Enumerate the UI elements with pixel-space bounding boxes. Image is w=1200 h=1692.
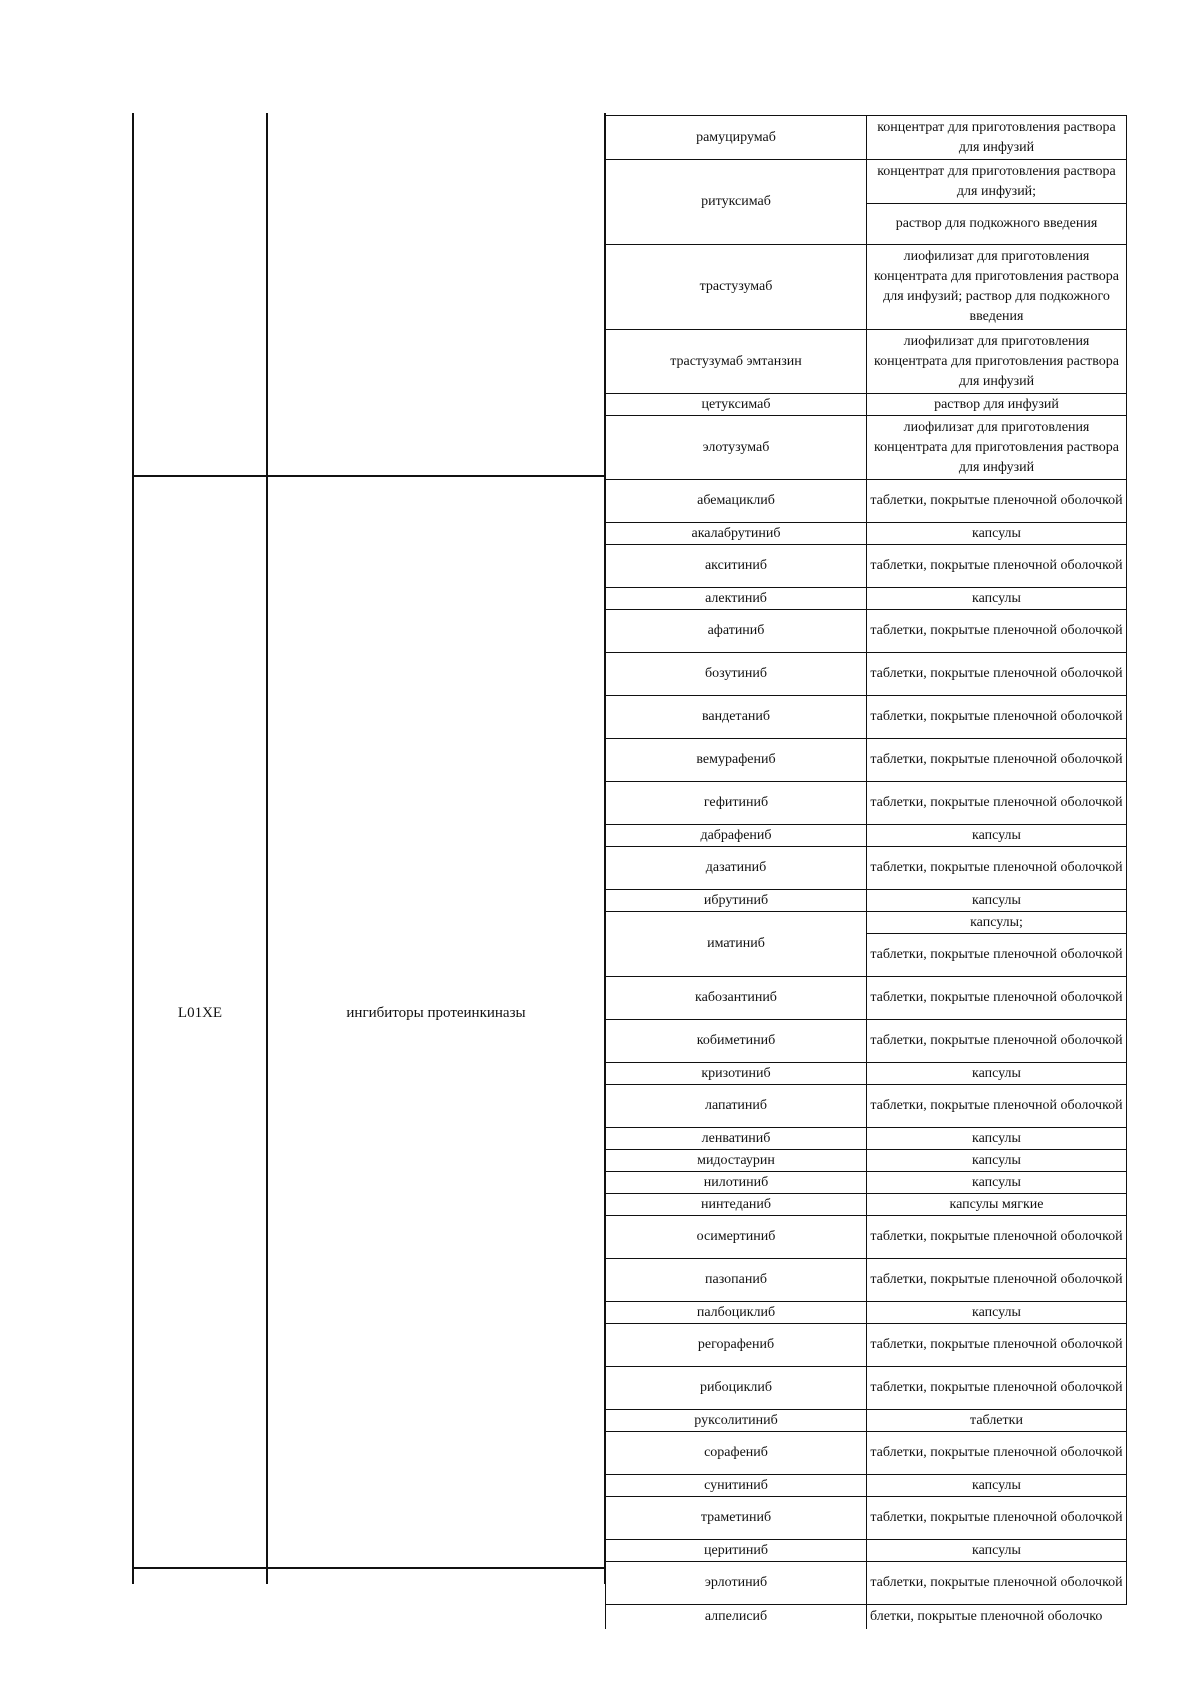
dosage-form-cell: таблетки, покрытые пленочной оболочкой — [867, 480, 1127, 523]
table-row — [606, 116, 1127, 160]
drug-name-cell: бозутиниб — [606, 653, 867, 696]
table-row — [606, 739, 1127, 782]
table-row — [606, 1432, 1127, 1475]
drug-name-cell: трастузумаб — [606, 245, 867, 330]
dosage-form-cell: капсулы — [867, 1172, 1127, 1194]
dosage-form-cell: капсулы — [867, 1063, 1127, 1085]
drug-name-cell: церитиниб — [606, 1540, 867, 1562]
dosage-form-cell: таблетки, покрытые пленочной оболочкой — [867, 1324, 1127, 1367]
drug-name-cell: трастузумаб эмтанзин — [606, 330, 867, 394]
drug-name-cell: рамуцирумаб — [606, 116, 867, 160]
dosage-form-cell: таблетки, покрытые пленочной оболочкой — [867, 653, 1127, 696]
drug-name-cell: иматиниб — [606, 912, 867, 977]
drug-name-cell: кризотиниб — [606, 1063, 867, 1085]
table-row — [606, 523, 1127, 545]
drug-name-cell: регорафениб — [606, 1324, 867, 1367]
drug-name-cell: мидостаурин — [606, 1150, 867, 1172]
drug-name-cell: ибрутиниб — [606, 890, 867, 912]
table-row — [606, 977, 1127, 1020]
dosage-form-cell: таблетки, покрытые пленочной оболочкой — [867, 1020, 1127, 1063]
drug-name-cell: акситиниб — [606, 545, 867, 588]
dosage-form-cell: капсулы — [867, 825, 1127, 847]
table-row — [606, 696, 1127, 739]
drug-name-cell: ленватиниб — [606, 1128, 867, 1150]
drug-name-cell: нинтеданиб — [606, 1194, 867, 1216]
drug-name-cell: траметиниб — [606, 1497, 867, 1540]
dosage-form-cell: капсулы — [867, 1540, 1127, 1562]
dosage-form-cell: таблетки, покрытые пленочной оболочкой — [867, 1367, 1127, 1410]
table-row — [606, 653, 1127, 696]
dosage-form-cell: таблетки, покрытые пленочной оболочкой — [867, 1432, 1127, 1475]
dosage-form-cell: лиофилизат для приготовления концентрата для приготовления раствора для инфузий — [867, 330, 1127, 394]
table-row — [606, 782, 1127, 825]
table-row — [606, 160, 1127, 204]
table-row — [606, 1216, 1127, 1259]
table-row — [606, 1302, 1127, 1324]
table-row — [606, 1150, 1127, 1172]
table-row — [606, 1562, 1127, 1605]
drug-name-cell: вандетаниб — [606, 696, 867, 739]
drug-name-cell: сорафениб — [606, 1432, 867, 1475]
section-top-border — [132, 475, 606, 477]
table-row — [606, 1324, 1127, 1367]
dosage-form-cell: таблетки, покрытые пленочной оболочкой — [867, 610, 1127, 653]
drug-name-cell: ритуксимаб — [606, 160, 867, 245]
dosage-form-cell: блетки, покрытые пленочной оболочко — [867, 1605, 1127, 1630]
drug-name-cell: лапатиниб — [606, 1085, 867, 1128]
table-row — [606, 1085, 1127, 1128]
dosage-form-cell: концентрат для приготовления раствора для инфузий; — [867, 160, 1127, 204]
dosage-form-cell: таблетки, покрытые пленочной оболочкой — [867, 1216, 1127, 1259]
drug-name-cell: цетуксимаб — [606, 394, 867, 416]
table-row — [606, 890, 1127, 912]
drug-name-cell: осимертиниб — [606, 1216, 867, 1259]
table-row — [606, 1172, 1127, 1194]
table-row — [606, 825, 1127, 847]
table-row — [606, 1475, 1127, 1497]
table-row — [606, 1020, 1127, 1063]
drug-name-cell: дазатиниб — [606, 847, 867, 890]
table-row — [606, 330, 1127, 394]
drug-name-cell: палбоциклиб — [606, 1302, 867, 1324]
section-bottom-border — [132, 1567, 606, 1569]
dosage-form-cell: капсулы; — [867, 912, 1127, 934]
dosage-form-cell: таблетки, покрытые пленочной оболочкой — [867, 782, 1127, 825]
drug-name-cell: кабозантиниб — [606, 977, 867, 1020]
dosage-form-cell: раствор для инфузий — [867, 394, 1127, 416]
drug-name-cell: элотузумаб — [606, 416, 867, 480]
drug-name-cell: алпелисиб — [606, 1605, 867, 1630]
dosage-form-cell: капсулы — [867, 1475, 1127, 1497]
dosage-form-cell: таблетки, покрытые пленочной оболочкой — [867, 934, 1127, 977]
dosage-form-cell: таблетки, покрытые пленочной оболочкой — [867, 1562, 1127, 1605]
drug-name-cell: алектиниб — [606, 588, 867, 610]
dosage-form-cell: таблетки, покрытые пленочной оболочкой — [867, 977, 1127, 1020]
dosage-form-cell: лиофилизат для приготовления концентрата для приготовления раствора для инфузий; раствор для подкожного введения — [867, 245, 1127, 330]
drug-name-cell: акалабрутиниб — [606, 523, 867, 545]
dosage-form-cell: таблетки, покрытые пленочной оболочкой — [867, 1259, 1127, 1302]
table-row — [606, 1367, 1127, 1410]
table-row — [606, 588, 1127, 610]
table-row — [606, 1259, 1127, 1302]
table-row — [606, 1194, 1127, 1216]
drug-table — [605, 115, 1127, 1629]
atc-code: L01XE — [177, 1005, 223, 1021]
table-row — [606, 847, 1127, 890]
code-divider — [266, 113, 268, 1584]
drug-name-cell: сунитиниб — [606, 1475, 867, 1497]
dosage-form-cell: капсулы — [867, 588, 1127, 610]
table-row — [606, 1497, 1127, 1540]
dosage-form-cell: таблетки, покрытые пленочной оболочкой — [867, 739, 1127, 782]
table-row — [606, 1128, 1127, 1150]
dosage-form-cell: таблетки — [867, 1410, 1127, 1432]
dosage-form-cell: таблетки, покрытые пленочной оболочкой — [867, 1497, 1127, 1540]
table-row — [606, 912, 1127, 934]
dosage-form-cell: таблетки, покрытые пленочной оболочкой — [867, 545, 1127, 588]
dosage-form-cell: капсулы — [867, 1302, 1127, 1324]
dosage-form-cell: таблетки, покрытые пленочной оболочкой — [867, 1085, 1127, 1128]
atc-group-name: ингибиторы протеинкиназы — [346, 1005, 526, 1021]
drug-name-cell: вемурафениб — [606, 739, 867, 782]
table-row — [606, 1605, 1127, 1630]
drug-name-cell: рибоциклиб — [606, 1367, 867, 1410]
drug-name-cell: эрлотиниб — [606, 1562, 867, 1605]
drug-name-cell: пазопаниб — [606, 1259, 867, 1302]
dosage-form-cell: капсулы — [867, 523, 1127, 545]
drug-name-cell: афатиниб — [606, 610, 867, 653]
table-row — [606, 480, 1127, 523]
dosage-form-cell: таблетки, покрытые пленочной оболочкой — [867, 696, 1127, 739]
drug-name-cell: дабрафениб — [606, 825, 867, 847]
left-border — [132, 113, 134, 1584]
table-row — [606, 394, 1127, 416]
drug-name-cell: абемациклиб — [606, 480, 867, 523]
table-row — [606, 1410, 1127, 1432]
drug-name-cell: гефитиниб — [606, 782, 867, 825]
dosage-form-cell: капсулы — [867, 1150, 1127, 1172]
drug-name-cell: нилотиниб — [606, 1172, 867, 1194]
dosage-form-cell: капсулы мягкие — [867, 1194, 1127, 1216]
dosage-form-cell: капсулы — [867, 1128, 1127, 1150]
table-row — [606, 1063, 1127, 1085]
dosage-form-cell: раствор для подкожного введения — [867, 204, 1127, 245]
table-row — [606, 245, 1127, 330]
drug-name-cell: кобиметиниб — [606, 1020, 867, 1063]
dosage-form-cell: таблетки, покрытые пленочной оболочкой — [867, 847, 1127, 890]
dosage-form-cell: капсулы — [867, 890, 1127, 912]
table-row — [606, 1540, 1127, 1562]
dosage-form-cell: концентрат для приготовления раствора для инфузий — [867, 116, 1127, 160]
table-row — [606, 610, 1127, 653]
drug-name-cell: руксолитиниб — [606, 1410, 867, 1432]
table-row — [606, 416, 1127, 480]
table-row — [606, 545, 1127, 588]
dosage-form-cell: лиофилизат для приготовления концентрата для приготовления раствора для инфузий — [867, 416, 1127, 480]
